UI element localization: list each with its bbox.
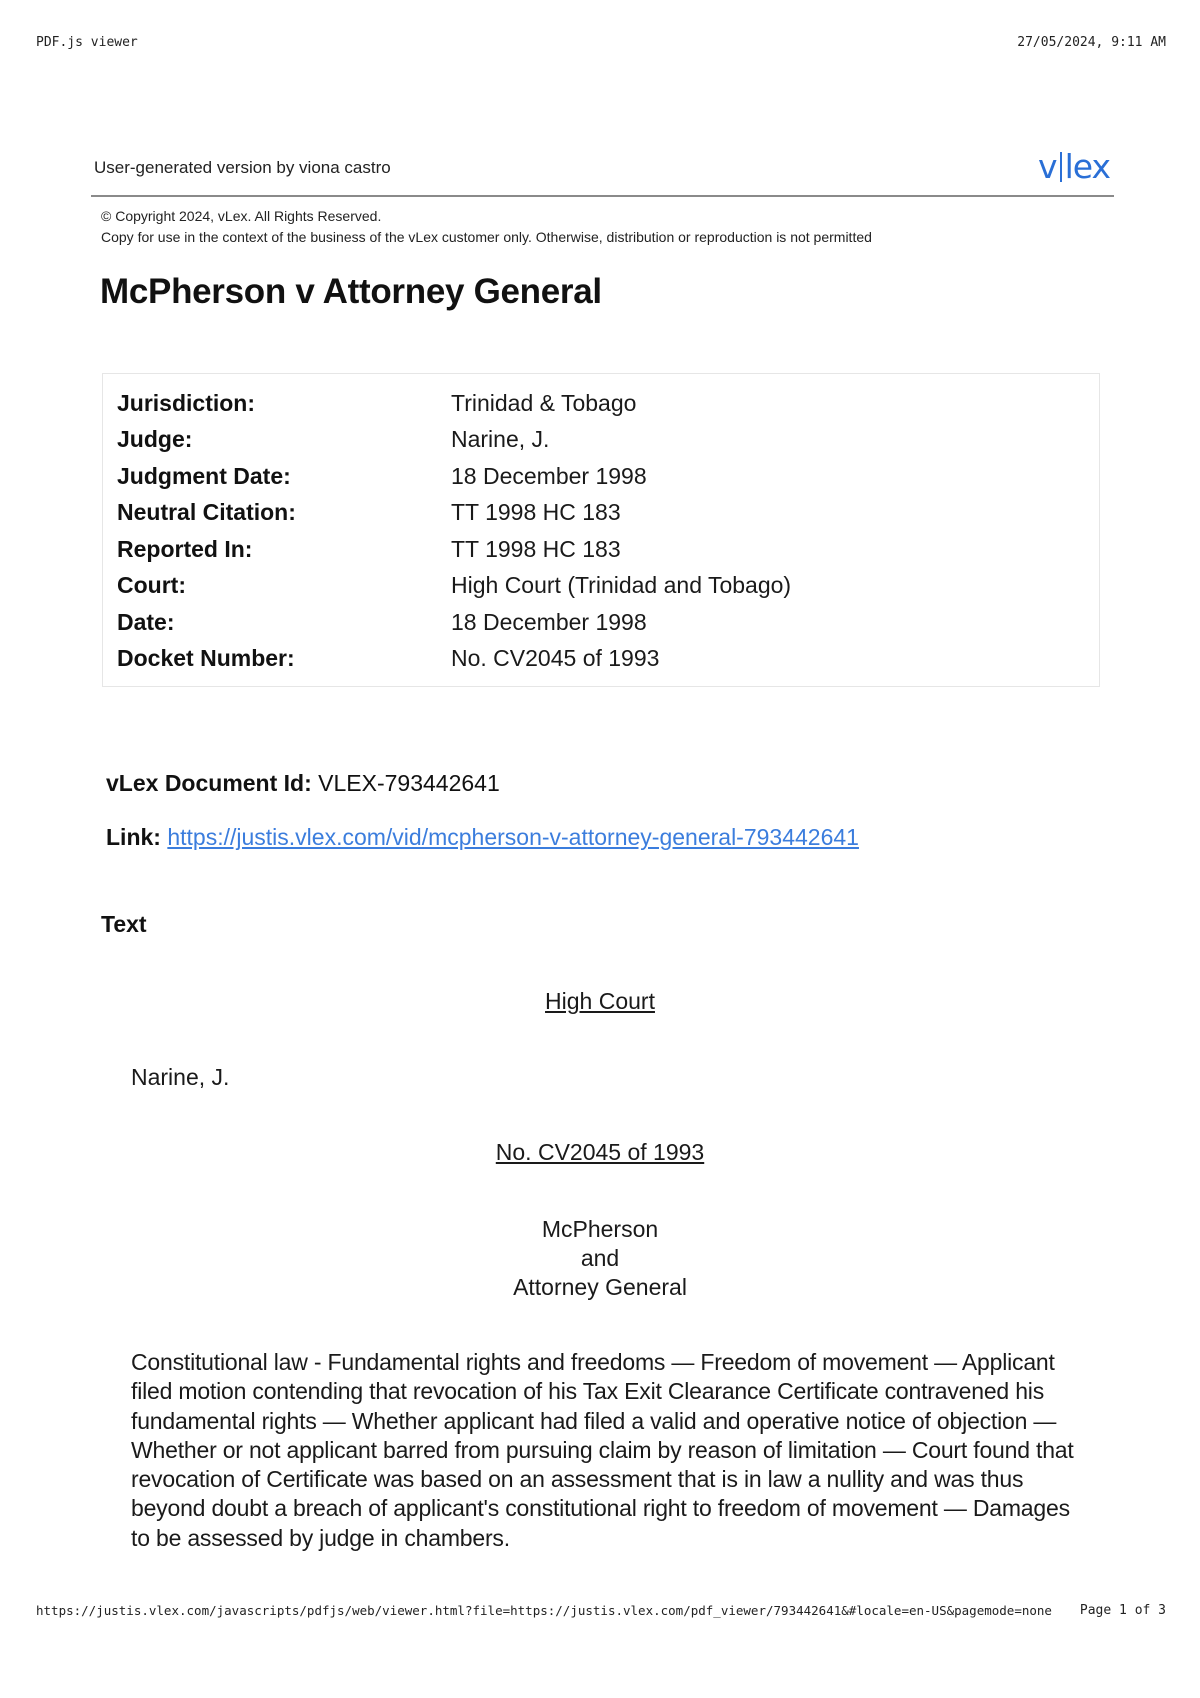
vlex-logo-lex: lex [1064,147,1110,186]
case-summary: Constitutional law - Fundamental rights and freedoms — Freedom of movement — Applicant filed motion contending that revocation of his Tax Exit Clearance Certificate contravened his fundamental rights — Whether applicant had filed a valid and operative notice of objection — Whether or not applicant barred from pursuing claim by reason of limitation — Court found that revocation of Certificate was based on an assessment that is in law a nullity and was thus beyond doubt a breach of applicant's constitutional right to freedom of movement — Damages to be assessed by judge in chambers. [131,1349,1074,1551]
document-link[interactable]: https://justis.vlex.com/vid/mcpherson-v-attorney-general-793442641 [167,824,859,850]
usage-restriction-line: Copy for use in the context of the business of the vLex customer only. Otherwise, distribution or reproduction is not permitted [101,229,872,245]
metadata-value: TT 1998 HC 183 [451,536,621,562]
case-metadata-box [102,373,1100,687]
text-section-heading: Text [101,911,147,937]
docket-heading: No. CV2045 of 1993 [495,1139,705,1165]
metadata-label: Docket Number: [117,645,295,671]
metadata-label: Reported In: [117,536,253,562]
document-id [106,770,500,797]
metadata-value: High Court (Trinidad and Tobago) [451,572,792,598]
party-conjunction: and [580,1245,620,1271]
judge-line: Narine, J. [131,1064,230,1090]
vlex-logo-bar [1060,152,1062,182]
party-applicant: McPherson [541,1216,659,1242]
metadata-label: Date: [117,609,175,635]
case-parties [0,1215,1200,1302]
print-footer-page-number: Page 1 of 3 [1079,1603,1166,1618]
metadata-label: Judge: [117,426,193,452]
party-respondent: Attorney General [513,1274,687,1300]
vlex-logo-v: v [1038,147,1057,186]
metadata-value: 18 December 1998 [451,609,647,635]
metadata-label: Neutral Citation: [117,499,296,525]
print-header-title: PDF.js viewer [36,35,138,50]
document-link-label: Link: [106,824,161,850]
copyright-line: © Copyright 2024, vLex. All Rights Reserved. [101,208,382,224]
vlex-page-header [91,147,1114,197]
document-link-line [106,824,859,851]
print-footer-url: https://justis.vlex.com/javascripts/pdfjs/web/viewer.html?file=https://justis.vlex.com/pdf_viewer/793442641&#locale=en-US&pagemode=none [36,1603,1052,1618]
document-title: McPherson v Attorney General [100,272,602,311]
metadata-label: Court: [117,572,186,598]
user-version-note: User-generated version by viona castro [94,158,391,177]
metadata-label: Judgment Date: [117,463,291,489]
copyright-notice [101,206,872,248]
document-id-value: VLEX-793442641 [318,770,500,796]
metadata-value: 18 December 1998 [451,463,647,489]
document-id-label: vLex Document Id: [106,770,312,796]
metadata-value: TT 1998 HC 183 [451,499,621,525]
metadata-value: Trinidad & Tobago [451,390,637,416]
print-header-datetime: 27/05/2024, 9:11 AM [1017,35,1166,50]
vlex-logo [1038,147,1110,186]
metadata-label: Jurisdiction: [117,390,256,416]
metadata-value: No. CV2045 of 1993 [451,645,660,671]
metadata-value: Narine, J. [451,426,550,452]
court-heading: High Court [545,988,655,1014]
